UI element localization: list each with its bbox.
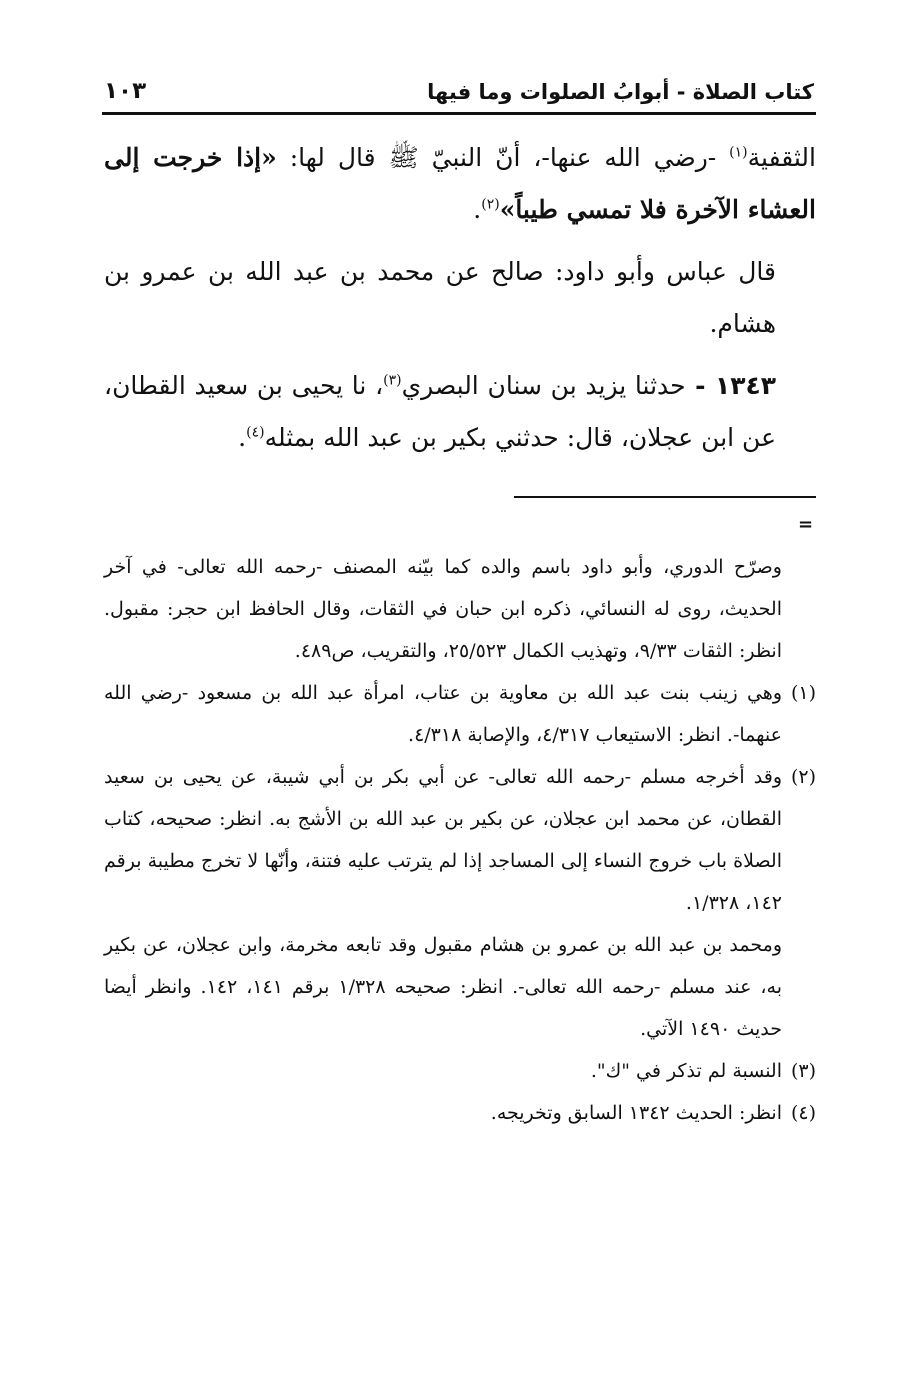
footnote-text: وهي زينب بنت عبد الله بن معاوية بن عتاب، امرأة عبد الله بن مسعود -رضي الله عنهما-. انظر: الاستيعاب ٤/٣١٧، والإصابة ٤/٣١٨. (104, 682, 782, 746)
footnote-ref-4: (٤) (246, 424, 265, 441)
footnote-text: النسبة لم تذكر في "ك". (590, 1060, 782, 1082)
page-number: ١٠٣ (104, 78, 147, 104)
paragraph-3 (104, 360, 816, 464)
hadith-dash: - (685, 371, 715, 400)
footnote-number: (٤) (790, 1102, 816, 1124)
footnote-1 (104, 672, 816, 756)
paragraph-1 (104, 132, 816, 236)
footnote-4 (104, 1092, 816, 1134)
paragraph-2: قال عباس وأبو داود: صالح عن محمد بن عبد الله بن عمرو بن هشام. (104, 257, 776, 338)
p1-end: . (473, 195, 482, 224)
footnote-number: (١) (790, 682, 816, 704)
footnote-number: (٢) (790, 766, 816, 788)
footnote-3 (104, 1050, 816, 1092)
footnote-continuation: وصرّح الدوري، وأبو داود باسم والده كما بيّنه المصنف -رحمه الله تعالى- في آخر الحديث، روى له النسائي، ذكره ابن حبان في الثقات، وقال الحافظ ابن حجر: مقبول. انظر: الثقات ٩/٣٣، وتهذيب الكمال ٢٥/٥٢٣، والتقريب، ص٤٨٩. (104, 556, 782, 662)
p3-end: . (238, 423, 247, 452)
footnote-2-continued: ومحمد بن عبد الله بن عمرو بن هشام مقبول وقد تابعه مخرمة، وابن عجلان، عن بكير به، عند مسلم -رحمه الله تعالى-. انظر: صحيحه ١/٣٢٨ برقم ١٤١، ١٤٢. وانظر أيضا حديث ١٤٩٠ الآتي. (104, 934, 782, 1040)
hadith-quote: «إذا خرجت إلى العشاء الآخرة فلا تمسي طيباً» (104, 143, 816, 224)
footnote-2 (104, 756, 816, 924)
footnote-number: (٣) (790, 1060, 816, 1082)
p3-text-middle: ، نا يحيى بن سعيد القطان، عن ابن عجلان، قال: حدثني بكير بن عبد الله بمثله (104, 371, 776, 452)
p1-text-start: الثقفية (747, 143, 816, 172)
footnote-separator (514, 496, 816, 498)
hadith-number: ١٣٤٣ (714, 371, 776, 400)
p3-text-start: حدثنا يزيد بن سنان البصري (401, 371, 686, 400)
footnote-ref-2: (٢) (481, 196, 500, 213)
footnotes (104, 546, 816, 1134)
main-text (104, 132, 816, 474)
footnote-continuation-mark: = (798, 514, 814, 535)
footnote-ref-1: (١) (729, 144, 748, 161)
header-title: كتاب الصلاة - أبوابُ الصلوات وما فيها (427, 80, 814, 104)
footnote-ref-3: (٣) (383, 372, 402, 389)
running-header (102, 78, 816, 115)
footnote-text: انظر: الحديث ١٣٤٢ السابق وتخريجه. (490, 1102, 782, 1124)
footnote-text: وقد أخرجه مسلم -رحمه الله تعالى- عن أبي بكر بن أبي شيبة، عن يحيى بن سعيد القطان، عن محمد ابن عجلان، عن بكير بن عبد الله بن الأشج به. انظر: صحيحه، كتاب الصلاة باب خروج النساء إلى المساجد إذا لم يترتب عليه فتنة، وأنّها لا تخرج مطيبة برقم ١٤٢، ١/٣٢٨. (104, 766, 782, 914)
p1-text-middle: -رضي الله عنها-، أنّ النبيّ ﷺ قال لها: (276, 143, 730, 172)
